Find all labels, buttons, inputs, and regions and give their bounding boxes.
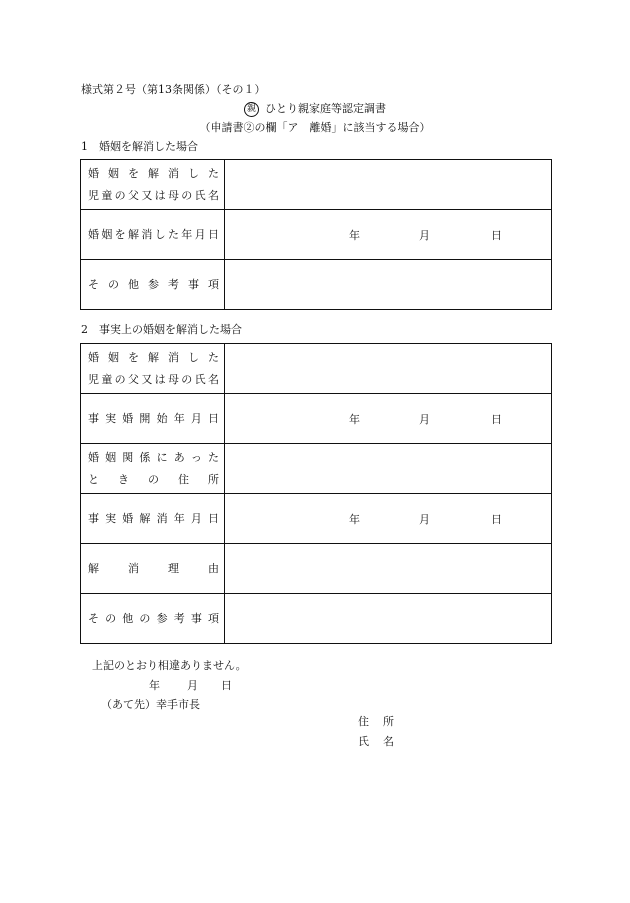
form-subtitle: （申請書②の欄「ア 離婚」に該当する場合） [199, 121, 431, 134]
label-char: 住 [358, 715, 369, 728]
label-char: 住 [178, 472, 189, 486]
label-char: 月 [194, 228, 206, 241]
section1-table [80, 159, 552, 310]
label-char: を [128, 350, 139, 364]
table-row [81, 260, 552, 310]
row-label [81, 160, 225, 210]
row-label [81, 594, 225, 644]
label-char: し [188, 166, 199, 180]
label-char: 所 [383, 715, 394, 728]
row-label [81, 344, 225, 394]
year-unit: 年 [149, 679, 160, 692]
label-char: た [208, 350, 219, 364]
name-entry-field[interactable] [225, 344, 552, 394]
table-row [81, 494, 552, 544]
label-char: 理 [168, 562, 179, 575]
label-char: 消 [141, 228, 153, 241]
label-char: 童 [101, 188, 113, 202]
label-char: た [207, 450, 219, 464]
label-char: 項 [208, 278, 219, 291]
label-line [88, 394, 219, 443]
table-row [81, 594, 552, 644]
label-char: き [118, 472, 129, 486]
label-char: 消 [168, 350, 179, 364]
day-unit: 日 [491, 412, 502, 426]
notes-entry-field[interactable] [225, 594, 552, 644]
label-char: 事 [88, 512, 99, 525]
label-char: 父 [127, 188, 139, 202]
label-char: 婚 [122, 412, 134, 425]
label-char: 他 [128, 278, 139, 291]
row-label [81, 394, 225, 444]
label-char: 母 [167, 188, 179, 202]
label-char: 日 [207, 228, 219, 241]
month-unit: 月 [419, 512, 430, 526]
label-char: の [181, 188, 193, 202]
label-char: 名 [383, 735, 394, 748]
label-char: そ [88, 278, 99, 291]
label-char: 事 [188, 278, 199, 291]
name-entry-field[interactable] [225, 160, 552, 210]
label-char: 婚 [88, 166, 99, 180]
label-char: 童 [101, 372, 113, 386]
row-label [81, 544, 225, 594]
label-char: 消 [128, 562, 139, 575]
name-label [358, 733, 394, 749]
label-char: 氏 [194, 372, 206, 386]
year-unit: 年 [349, 412, 360, 426]
month-unit: 月 [419, 228, 430, 242]
label-char: に [156, 450, 168, 464]
label-char: し [154, 228, 166, 241]
label-char: 参 [148, 278, 159, 291]
label-char: 氏 [194, 188, 206, 202]
label-line [88, 447, 219, 469]
label-char: 又 [141, 188, 153, 202]
label-line [88, 260, 219, 309]
label-char: 年 [173, 512, 185, 525]
label-char: 解 [127, 228, 139, 241]
label-char: 開 [139, 412, 151, 425]
label-char: 解 [148, 350, 159, 364]
label-char: 解 [88, 562, 99, 575]
label-char: 又 [141, 372, 153, 386]
label-char: 名 [207, 188, 219, 202]
label-line [88, 494, 219, 543]
label-char: 項 [207, 612, 219, 625]
label-char: そ [88, 612, 99, 625]
label-char: は [154, 372, 166, 386]
table-row [81, 344, 552, 394]
label-char: の [114, 372, 126, 386]
section2-heading: 2 事実上の婚姻を解消した場合 [81, 323, 242, 336]
label-char: 氏 [358, 735, 369, 748]
day-unit: 日 [491, 512, 502, 526]
label-char: 実 [105, 512, 117, 525]
label-char: 年 [181, 228, 193, 241]
section2-table [80, 343, 552, 644]
label-char: 始 [156, 412, 168, 425]
label-char: 関 [122, 450, 134, 464]
row-label [81, 444, 225, 494]
form-number: 様式第２号（第13条関係）（その１） [81, 83, 266, 96]
label-char: 姻 [101, 228, 113, 241]
row-label [81, 260, 225, 310]
label-line [88, 185, 219, 207]
label-char: の [148, 472, 159, 486]
label-line [88, 469, 219, 491]
day-unit: 日 [491, 228, 502, 242]
label-char: 婚 [88, 350, 99, 364]
form-title-text: ひとり親家庭等認定調書 [265, 102, 386, 115]
label-char: 他 [122, 612, 134, 625]
label-line [88, 163, 219, 185]
label-char: 消 [156, 512, 168, 525]
circled-mark: 親 [244, 102, 259, 117]
row-label [81, 494, 225, 544]
table-row [81, 160, 552, 210]
label-char: 姻 [108, 166, 119, 180]
label-char: た [167, 228, 179, 241]
label-char: 日 [207, 512, 219, 525]
label-char: 解 [148, 166, 159, 180]
label-char: 児 [88, 372, 99, 386]
label-char: 所 [208, 472, 219, 486]
label-char: っ [190, 450, 202, 464]
address-entry-field[interactable] [225, 444, 552, 494]
label-char: 婚 [122, 512, 134, 525]
date-entry-field[interactable] [225, 494, 552, 544]
label-line [88, 369, 219, 391]
label-char: 消 [168, 166, 179, 180]
section1-heading: 1 婚姻を解消した場合 [81, 140, 198, 153]
label-char: 月 [190, 412, 202, 425]
label-line [88, 544, 219, 593]
label-char: 婚 [88, 450, 99, 464]
label-char: は [154, 188, 166, 202]
label-char: あ [173, 450, 185, 464]
label-char: 姻 [108, 350, 119, 364]
label-char: の [181, 372, 193, 386]
label-char: の [105, 612, 117, 625]
label-char: 解 [139, 512, 151, 525]
month-unit: 月 [419, 412, 430, 426]
label-char: た [208, 166, 219, 180]
declaration-statement: 上記のとおり相違ありません。 [92, 659, 247, 672]
label-char: 事 [88, 412, 99, 425]
label-char: を [114, 228, 126, 241]
label-char: し [188, 350, 199, 364]
reason-entry-field[interactable] [225, 544, 552, 594]
label-char: 婚 [88, 228, 99, 241]
day-unit: 日 [221, 679, 232, 692]
label-char: 参 [156, 612, 168, 625]
label-char: 姻 [105, 450, 117, 464]
label-char: 名 [207, 372, 219, 386]
label-line [88, 347, 219, 369]
label-char: 父 [127, 372, 139, 386]
row-label [81, 210, 225, 260]
label-char: 事 [190, 612, 202, 625]
label-char: を [128, 166, 139, 180]
date-entry-field[interactable] [225, 394, 552, 444]
label-char: 児 [88, 188, 99, 202]
year-unit: 年 [349, 228, 360, 242]
label-char: 月 [190, 512, 202, 525]
label-char: 母 [167, 372, 179, 386]
table-row [81, 444, 552, 494]
label-line [88, 594, 219, 643]
notes-entry-field[interactable] [225, 260, 552, 310]
label-char: 日 [207, 412, 219, 425]
addressee: （あて先）幸手市長 [101, 698, 200, 711]
form-title [0, 100, 630, 117]
label-char: の [114, 188, 126, 202]
label-char: 考 [173, 612, 185, 625]
label-char: と [88, 472, 99, 486]
year-unit: 年 [349, 512, 360, 526]
label-char: 係 [139, 450, 151, 464]
table-row [81, 394, 552, 444]
label-char: 年 [173, 412, 185, 425]
label-line [88, 210, 219, 259]
table-row [81, 544, 552, 594]
label-char: 由 [208, 562, 219, 575]
month-unit: 月 [187, 679, 198, 692]
label-char: の [139, 612, 151, 625]
date-entry-field[interactable] [225, 210, 552, 260]
label-char: 考 [168, 278, 179, 291]
label-char: の [108, 278, 119, 291]
label-char: 実 [105, 412, 117, 425]
table-row [81, 210, 552, 260]
address-label [358, 713, 394, 729]
